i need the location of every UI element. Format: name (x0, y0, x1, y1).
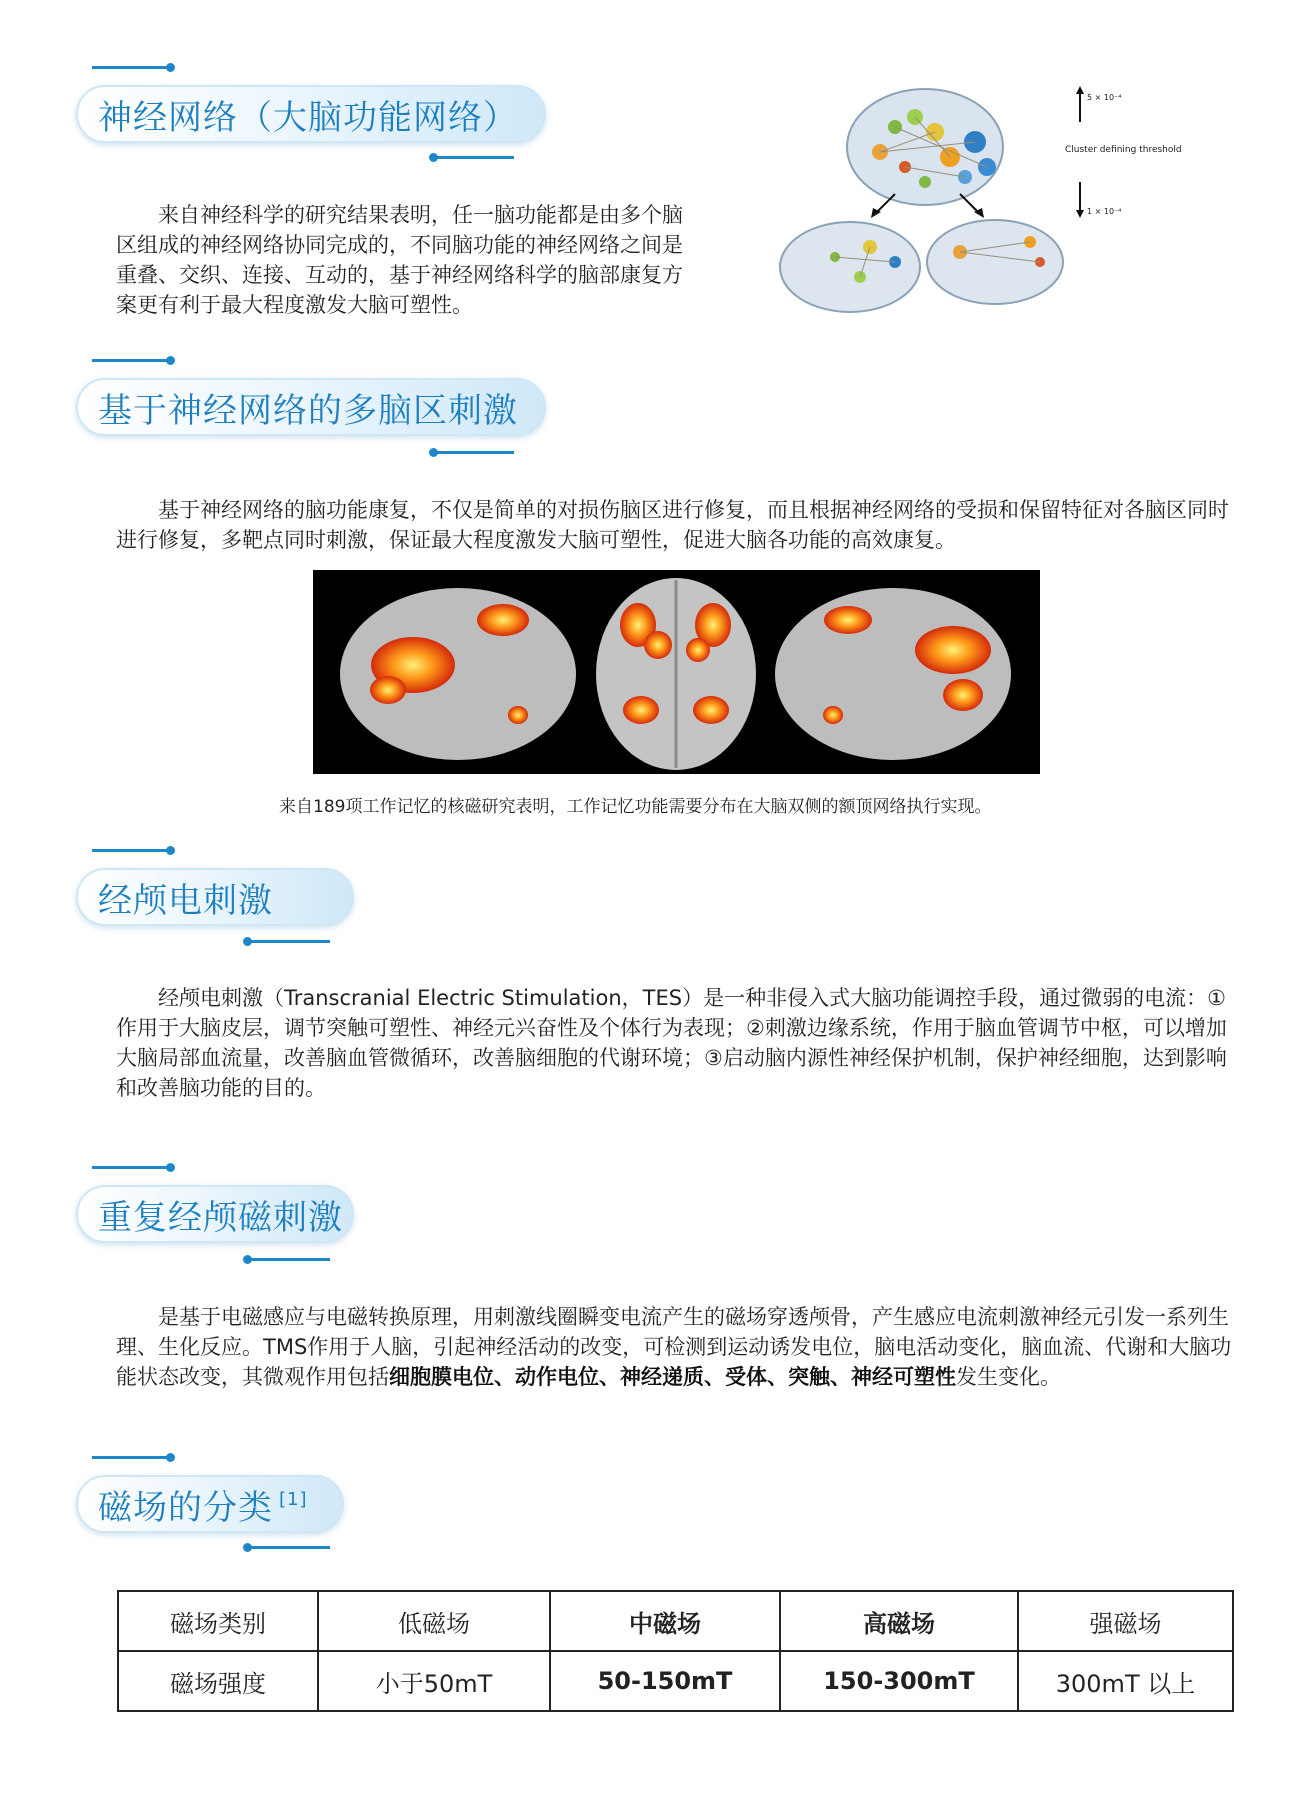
table-row (118, 1651, 1233, 1711)
section-title-text: 基于神经网络的多脑区刺激 (98, 390, 518, 431)
figure-caption: 来自189项工作记忆的核磁研究表明，工作记忆功能需要分布在大脑双侧的额顶网络执行实现。 (279, 797, 992, 817)
title-pill (76, 868, 354, 926)
table-cell: 小于50mT (318, 1651, 550, 1711)
table-cell: 强磁场 (1018, 1591, 1233, 1651)
table-cell: 磁场类别 (118, 1591, 318, 1651)
table-row (118, 1591, 1233, 1651)
paragraph-multi-region: 基于神经网络的脑功能康复，不仅是简单的对损伤脑区进行修复，而且根据神经网络的受损和保留特征对各脑区同时进行修复，多靶点同时刺激，保证最大程度激发大脑可塑性，促进大脑各功能的高效康复。 (116, 498, 1229, 552)
title-pill (76, 85, 546, 143)
decor-line-bottom (250, 1546, 330, 1549)
decor-dot-top (166, 1453, 175, 1462)
decor-line-top (92, 1456, 168, 1459)
decor-line-bottom (436, 156, 514, 159)
decor-dot-top (166, 1163, 175, 1172)
table-cell: 50-150mT (550, 1651, 780, 1711)
scale-top-label: 5 × 10⁻⁴ (1087, 93, 1122, 102)
decor-line-bottom (436, 451, 514, 454)
paragraph-tes: 经颅电刺激（Transcranial Electric Stimulation，TES）是一种非侵入式大脑功能调控手段，通过微弱的电流：①作用于大脑皮层，调节突触可塑性、神经元兴奋性及个体行为表现；②刺激边缘系统，作用于脑血管调节中枢，可以增加大脑局部血流量，改善脑血管微循环，改善脑细胞的代谢环境；③启动脑内源性神经保护机制，保护神经细胞，达到影响和改善脑功能的目的。 (116, 986, 1227, 1100)
title-pill (76, 1185, 354, 1243)
section-title-text: 神经网络（大脑功能网络） (98, 97, 518, 138)
section-title-text: 重复经颅磁刺激 (98, 1197, 343, 1238)
decor-line-top (92, 359, 168, 362)
decor-line-top (92, 66, 168, 69)
brain-network-figure (775, 82, 1182, 327)
magnetic-field-table (117, 1590, 1234, 1712)
decor-line-top (92, 1166, 168, 1169)
table-cell: 低磁场 (318, 1591, 550, 1651)
table-cell: 中磁场 (550, 1591, 780, 1651)
decor-line-top (92, 849, 168, 852)
table-cell: 高磁场 (780, 1591, 1018, 1651)
table-cell: 磁场强度 (118, 1651, 318, 1711)
paragraph-rtms-bold: 细胞膜电位、动作电位、神经递质、受体、突触、神经可塑性 (389, 1365, 956, 1389)
fmri-brain-activation-image (313, 570, 1040, 774)
section-title-text (98, 1480, 308, 1529)
paragraph-rtms-suffix: 发生变化。 (956, 1365, 1061, 1389)
decor-dot-top (166, 846, 175, 855)
section-title-main: 磁场的分类 (98, 1487, 273, 1528)
decor-dot-top (166, 63, 175, 72)
decor-dot-top (166, 356, 175, 365)
table-cell: 300mT 以上 (1018, 1651, 1233, 1711)
scale-bottom-label: 1 × 10⁻⁴ (1087, 207, 1122, 216)
scale-middle-label: Cluster defining threshold (1065, 145, 1182, 155)
table-cell: 150-300mT (780, 1651, 1018, 1711)
paragraph-rtms-prefix: 是基于电磁感应与电磁转换原理，用刺激线圈瞬变电流产生的磁场穿透颅骨，产生感应电流刺激神经元引发一系列生理、生化反应。TMS作用于人脑，引起神经活动的改变，可检测到运动诱发电位，脑电活动变化，脑血流、代谢和大脑功能状态改变，其微观作用包括 (116, 1305, 1232, 1389)
title-pill (76, 1475, 344, 1533)
paragraph-neural-network: 来自神经科学的研究结果表明，任一脑功能都是由多个脑区组成的神经网络协同完成的，不同脑功能的神经网络之间是重叠、交织、连接、互动的，基于神经网络科学的脑部康复方案更有利于最大程度激发大脑可塑性。 (116, 203, 683, 317)
title-pill (76, 378, 546, 436)
paragraph-rtms (116, 1302, 1241, 1392)
reference-marker: [1] (279, 1488, 308, 1510)
section-title-text: 经颅电刺激 (98, 880, 273, 921)
decor-line-bottom (250, 1258, 330, 1261)
decor-line-bottom (250, 940, 330, 943)
